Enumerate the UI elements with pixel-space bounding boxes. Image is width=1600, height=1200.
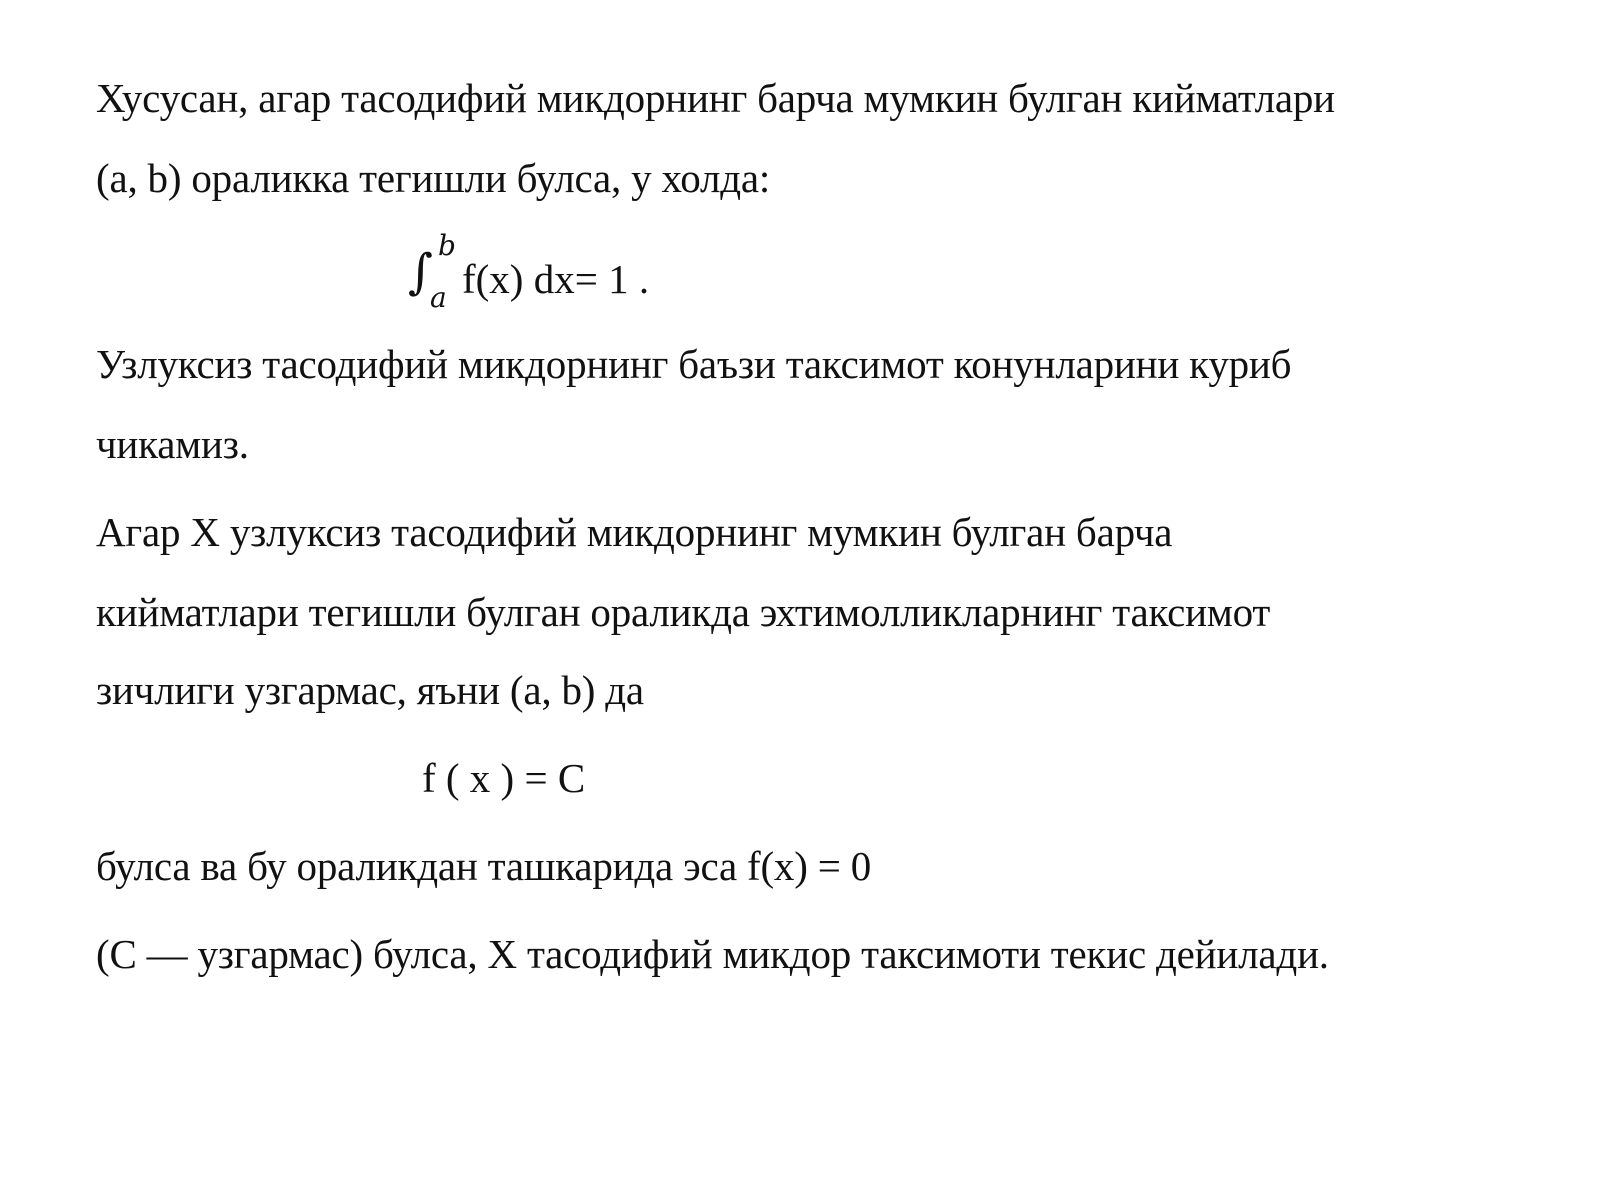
integral-upper-limit: b — [438, 229, 456, 262]
paragraph-1-line-2: (a, b) ораликка тегишли булса, у холда: — [96, 155, 771, 201]
paragraph-1-line-1: Хусусан, агар тасодифий микдорнинг барча мумкин булган кийматлари — [96, 75, 1335, 121]
paragraph-4-line-2: (C — узгармас) булса, X тасодифий микдор таксимоти текис дейилади. — [96, 931, 1329, 977]
paragraph-4-line-1: булса ва бу ораликдан ташкарида эса f(x) = 0 — [96, 843, 872, 889]
integral-lower-limit: a — [430, 281, 447, 314]
paragraph-3-line-1: Агар X узлуксиз тасодифий микдорнинг мумкин булган барча — [96, 509, 1173, 555]
integral-body: f(x) dx= 1 . — [462, 256, 650, 302]
paragraph-2-line-2: чикамиз. — [96, 421, 249, 467]
paragraph-3-line-2: кийматлари тегишли булган ораликда эхтимолликларнинг таксимот — [96, 589, 1271, 635]
paragraph-2-line-1: Узлуксиз тасодифий микдорнинг баъзи таксимот конунларини куриб — [96, 341, 1292, 387]
integral-sign: ∫ — [408, 244, 434, 300]
density-formula: f ( x ) = C — [422, 755, 586, 801]
paragraph-3-line-3: зичлиги узгармас, яъни (a, b) да — [96, 667, 644, 713]
